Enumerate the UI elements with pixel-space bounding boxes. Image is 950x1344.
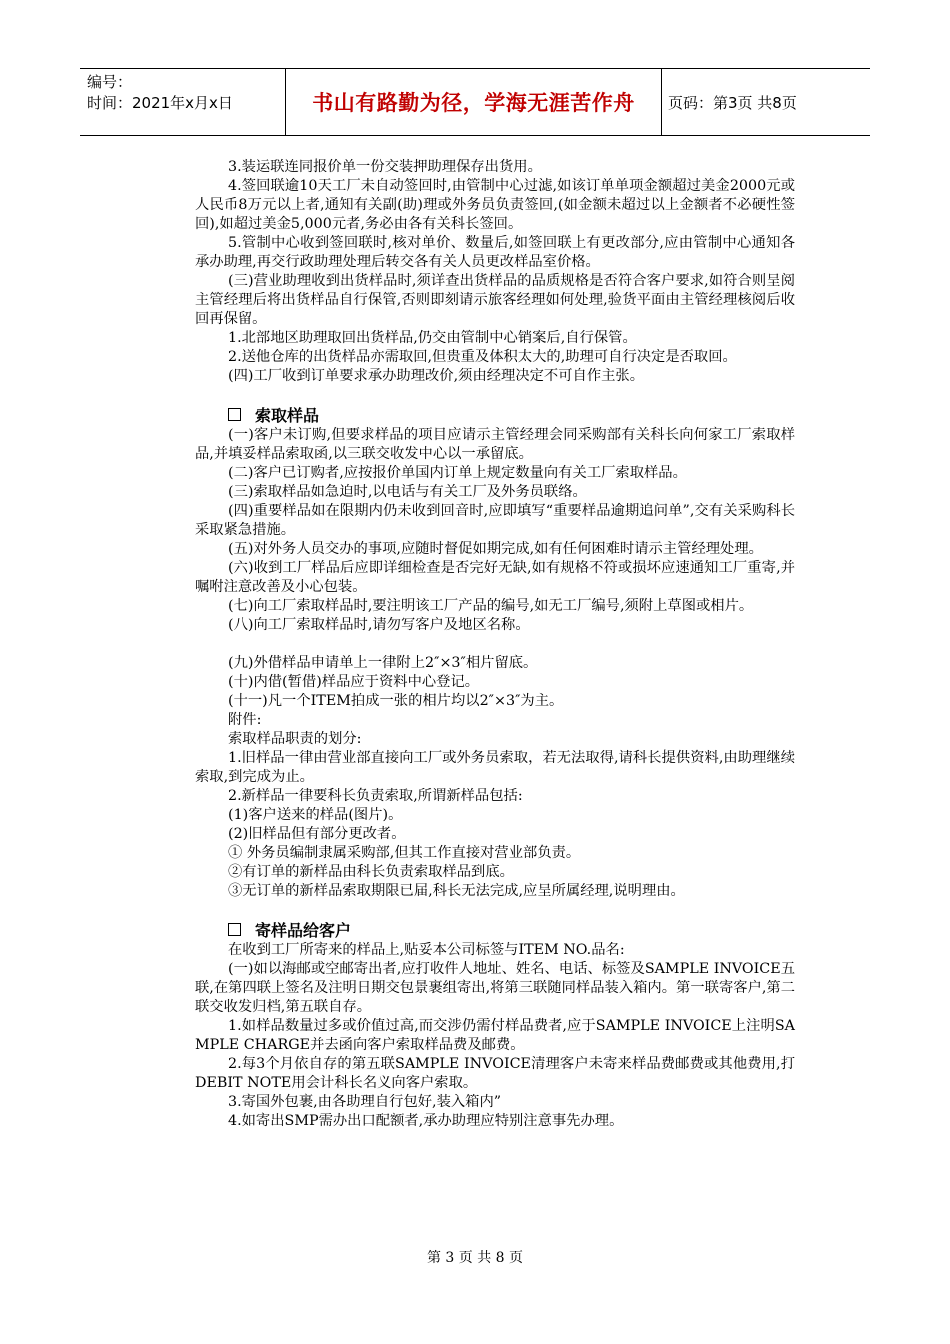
header-meta (80, 69, 285, 135)
paragraph: (九)外借样品申请单上一律附上2″×3″相片留底。 (228, 655, 538, 671)
paragraph: (八)向工厂索取样品时,请勿写客户及地区名称。 (228, 617, 530, 633)
paragraph: 2.送他仓库的出货样品亦需取回,但贵重及体积太大的,助理可自行决定是否取回。 (228, 349, 737, 365)
paragraph: (十一)凡一个ITEM拍成一张的相片均以2″×3″为主。 (228, 693, 564, 709)
paragraph: (十)内借(暂借)样品应于资料中心登记。 (228, 674, 480, 690)
paragraph: (三)索取样品如急迫时,以电话与有关工厂及外务员联络。 (228, 484, 587, 500)
paragraph: 1.如样品数量过多或价值过高,而交涉仍需付样品费者,应于SAMPLE INVOICE上注明SAMPLE CHARGE并去函向客户索取样品费及邮费。 (195, 1018, 795, 1053)
document-body (195, 158, 795, 1131)
header-page-number: 页码：第3页 共8页 (668, 93, 797, 112)
checkbox-square-icon (228, 408, 241, 421)
paragraph: ②有订单的新样品由科长负责索取样品到底。 (228, 864, 514, 880)
paragraph: (四)重要样品如在限期内仍未收到回音时,应即填写“重要样品逾期追问单”,交有关采购科长采取紧急措施。 (195, 503, 795, 538)
document-time-label: 时间：2021年x月x日 (87, 94, 233, 112)
paragraph: (1)客户送来的样品(图片)。 (228, 807, 403, 823)
paragraph: (2)旧样品但有部分更改者。 (228, 826, 406, 842)
paragraph: ① 外务员编制隶属采购部,但其工作直接对营业部负责。 (228, 845, 581, 861)
paragraph: 在收到工厂所寄来的样品上,贴妥本公司标签与ITEM NO.品名: (228, 942, 625, 958)
section-heading-request-samples (195, 405, 795, 426)
paragraph: 5.管制中心收到签回联时,核对单价、数量后,如签回联上有更改部分,应由管制中心通知各承办助理,再交行政助理处理后转交各有关人员更改样品室价格。 (195, 235, 795, 270)
paragraph: 2.每3个月依自存的第五联SAMPLE INVOICE清理客户未寄来样品费邮费或其他费用,打DEBIT NOTE用会计科长名义向客户索取。 (195, 1056, 795, 1091)
paragraph: (三)营业助理收到出货样品时,须详查出货样品的品质规格是否符合客户要求,如符合则呈阅主管经理后将出货样品自行保管,否则即刻请示旅客经理如何处理,验货平面由主管经理核阅后收回再保留。 (195, 273, 795, 327)
paragraph: (一)如以海邮或空邮寄出者,应打收件人地址、姓名、电话、标签及SAMPLE INVOICE五联,在第四联上签名及注明日期交包景裹组寄出,将第三联随同样品装入箱内。第一联寄客户,第二联交收发归档,第五联自存。 (195, 961, 795, 1015)
paragraph: 2.新样品一律要科长负责索取,所谓新样品包括: (228, 788, 523, 804)
paragraph: ③无订单的新样品索取期限已届,科长无法完成,应呈所属经理,说明理由。 (228, 883, 685, 899)
section-title: 寄样品给客户 (255, 921, 352, 940)
paragraph: 4.如寄出SMP需办出口配额者,承办助理应特别注意事先办理。 (228, 1113, 624, 1129)
paragraph: (二)客户已订购者,应按报价单国内订单上规定数量向有关工厂索取样品。 (228, 465, 687, 481)
header-motto: 书山有路勤为径，学海无涯苦作舟 (285, 69, 662, 135)
paragraph: 1.北部地区助理取回出货样品,仍交由管制中心销案后,自行保管。 (228, 330, 637, 346)
paragraph: 3.寄国外包裹,由各助理自行包好,装入箱内” (228, 1094, 502, 1110)
paragraph: 3.装运联连同报价单一份交装押助理保存出货用。 (228, 159, 542, 175)
checkbox-square-icon (228, 923, 241, 936)
document-number-label: 编号： (87, 73, 133, 91)
paragraph: 4.签回联逾10天工厂未自动签回时,由管制中心过滤,如该订单单项金额超过美金2000元或人民币8万元以上者,通知有关副(助)理或外务员负责签回,(如金额未超过以上金额者不必硬性签回),如超过美金5,000元者,务必由各有关科长签回。 (195, 178, 795, 232)
paragraph: 1.旧样品一律由营业部直接向工厂或外务员索取，若无法取得,请科长提供资料,由助理继续索取,到完成为止。 (195, 750, 795, 785)
paragraph: (六)收到工厂样品后应即详细检查是否完好无缺,如有规格不符或损坏应速通知工厂重寄,并嘱咐注意改善及小心包装。 (195, 560, 795, 595)
page-header (80, 68, 870, 136)
paragraph: (一)客户未订购,但要求样品的项目应请示主管经理会同采购部有关科长向何家工厂索取样品,并填妥样品索取函,以三联交收发中心以一承留底。 (195, 427, 795, 462)
paragraph: (四)工厂收到订单要求承办助理改价,须由经理决定不可自作主张。 (228, 368, 645, 384)
section-title: 索取样品 (255, 406, 320, 425)
page-footer: 第 3 页 共 8 页 (426, 1250, 524, 1266)
paragraph: 附件: (228, 712, 262, 728)
section-heading-send-samples (195, 920, 795, 941)
paragraph: (七)向工厂索取样品时,要注明该工厂产品的编号,如无工厂编号,须附上草图或相片。 (228, 598, 754, 614)
paragraph: (五)对外务人员交办的事项,应随时督促如期完成,如有任何困难时请示主管经理处理。 (228, 541, 763, 557)
paragraph: 索取样品职责的划分: (228, 731, 362, 747)
